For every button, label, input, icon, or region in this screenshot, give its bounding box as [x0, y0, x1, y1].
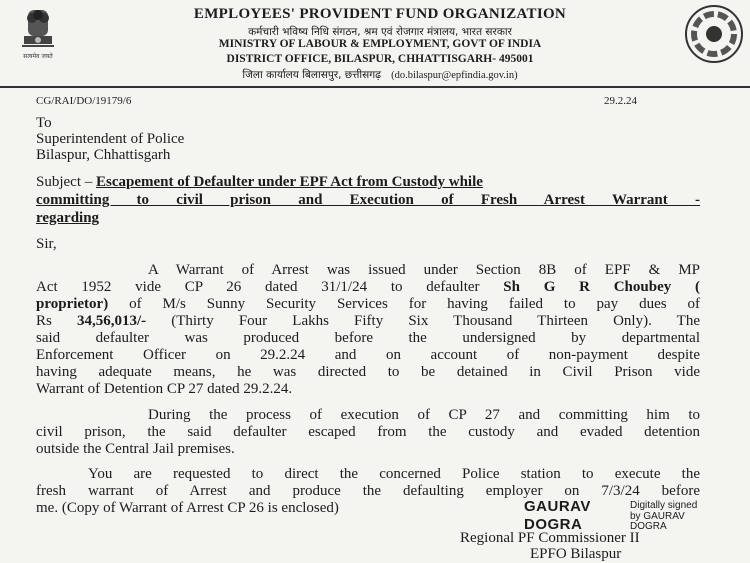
office-email: (do.bilaspur@epfindia.gov.in): [391, 70, 518, 81]
letter-date: 29.2.24: [604, 95, 637, 107]
dues-amount: 34,56,013/-: [76, 313, 147, 329]
addressee-line-2: Bilaspur, Chhattisgarh: [36, 147, 171, 163]
subject-prefix: Subject –: [36, 174, 96, 190]
subject-line-1: [36, 174, 483, 191]
office-hindi: जिला कार्यालय बिलासपुर, छत्तीसगढ़: [242, 69, 382, 81]
designation: Regional PF Commissioner II: [460, 530, 640, 546]
digital-sign-line-1: Digitally signed: [630, 500, 698, 511]
digital-sign-line-3: DOGRA: [630, 521, 667, 532]
subject-text-1: Escapement of Defaulter under EPF Act from Custody while: [96, 174, 483, 190]
para3-line-3: me. (Copy of Warrant of Arrest CP 26 is enclosed): [36, 500, 339, 516]
signatory-last-name: DOGRA: [524, 516, 583, 533]
para1-line-7: having adequate means, he was directed to be detained in Civil Prison vide: [36, 364, 700, 380]
office-address: DISTRICT OFFICE, BILASPUR, CHHATTISGARH- 495001: [226, 53, 534, 65]
para1-line-5: said defaulter was produced before the undersigned by departmental: [36, 330, 700, 346]
para1-line-2: [36, 279, 700, 296]
para1-line-4: [36, 313, 700, 330]
state-emblem-icon: [12, 6, 64, 62]
para1-line-3: [36, 296, 700, 313]
proprietor-label: proprietor): [36, 296, 109, 312]
para2-line-1: During the process of execution of CP 27 and committing him to: [148, 407, 700, 423]
para3-line-2: fresh warrant of Arrest and produce the defaulting employer on 7/3/24 before: [36, 483, 700, 499]
subject-line-3: regarding: [36, 210, 100, 226]
para2-line-3: outside the Central Jail premises.: [36, 441, 235, 457]
para1-line-8: Warrant of Detention CP 27 dated 29.2.24.: [36, 381, 293, 397]
svg-text:सत्यमेव जयते: सत्यमेव जयते: [23, 53, 53, 60]
subject-line-2: committing to civil prison and Execution of Fresh Arrest Warrant -: [36, 192, 700, 208]
office-hindi-email: [60, 68, 700, 82]
para2-line-2: civil prison, the said defaulter escaped from the custody and evaded detention: [36, 424, 700, 440]
org-name: EMPLOYEES' PROVIDENT FUND ORGANIZATION: [193, 6, 567, 22]
digital-sign-line-2: by GAURAV: [630, 511, 685, 522]
to-label: To: [36, 115, 52, 131]
para1-line-4-text: (Thirty Four Lakhs Fifty Six Thousand Thirteen Only). The: [146, 313, 700, 329]
signatory-office: EPFO Bilaspur: [530, 546, 622, 562]
org-name-hindi: कर्मचारी भविष्य निधि संगठन, श्रम एवं रोजगार मंत्रालय, भारत सरकार: [248, 26, 512, 38]
para1-line-6: Enforcement Officer on 29.2.24 and on account of non-payment despite: [36, 347, 700, 363]
para1-line-1: A Warrant of Arrest was issued under Section 8B of EPF & MP: [148, 262, 700, 278]
para1-line-2-text: Act 1952 vide CP 26 dated 31/1/24 to defaulter: [36, 279, 504, 295]
addressee-line-1: Superintendent of Police: [36, 131, 185, 147]
currency-prefix: Rs: [36, 313, 77, 329]
salutation: Sir,: [36, 236, 57, 252]
header-divider: [0, 86, 750, 88]
para3-line-1: You are requested to direct the concerned Police station to execute the: [88, 466, 700, 482]
ministry-name: MINISTRY OF LABOUR & EMPLOYMENT, GOVT OF INDIA: [218, 38, 542, 50]
signatory-first-name: GAURAV: [524, 498, 591, 515]
para1-line-3-text: of M/s Sunny Security Services for having failed to pay dues of: [108, 296, 700, 312]
defaulter-name: Sh G R Choubey (: [503, 279, 700, 295]
reference-number: CG/RAI/DO/19179/6: [36, 95, 132, 107]
